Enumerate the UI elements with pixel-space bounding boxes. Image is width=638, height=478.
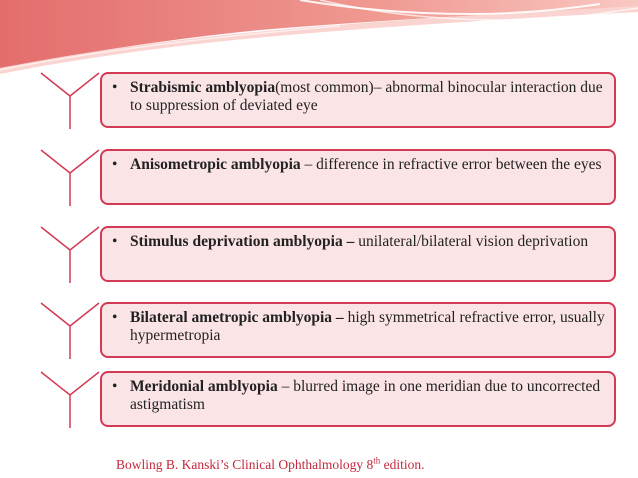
chevron-arrow-icon bbox=[40, 371, 100, 429]
chevron-arrow-icon bbox=[40, 226, 100, 284]
citation-text: Bowling B. Kanski’s Clinical Ophthalmology 8 bbox=[116, 457, 374, 472]
chevron-arrow-icon bbox=[40, 149, 100, 207]
text-box bbox=[100, 226, 616, 282]
bullet-icon: • bbox=[112, 233, 118, 250]
item-description: high symmetrical refractive error, usually hypermetropia bbox=[130, 309, 605, 344]
item-description: unilateral/bilateral vision deprivation bbox=[354, 233, 589, 250]
list-item-2 bbox=[40, 149, 616, 207]
chevron-arrow-icon bbox=[40, 72, 100, 130]
item-description: – difference in refractive error between the eyes bbox=[300, 156, 602, 173]
list-item-1 bbox=[40, 72, 616, 130]
text-box bbox=[100, 302, 616, 358]
list-item-5 bbox=[40, 371, 616, 429]
item-description: (most common)– abnormal binocular interaction due to suppression of deviated eye bbox=[130, 79, 603, 114]
citation-tail: edition. bbox=[380, 457, 425, 472]
bullet-icon: • bbox=[112, 79, 118, 96]
citation-superscript: th bbox=[373, 455, 381, 466]
header-banner bbox=[0, 0, 638, 80]
text-box bbox=[100, 149, 616, 205]
list-item-4 bbox=[40, 302, 616, 360]
bullet-icon: • bbox=[112, 378, 118, 395]
citation bbox=[116, 457, 425, 473]
item-title: Strabismic amblyopia bbox=[130, 79, 276, 96]
chevron-arrow-icon bbox=[40, 302, 100, 360]
bullet-icon: • bbox=[112, 309, 118, 326]
text-box bbox=[100, 371, 616, 427]
item-title: Anisometropic amblyopia bbox=[130, 156, 301, 173]
item-title: Bilateral ametropic amblyopia – bbox=[130, 309, 344, 326]
list-item-3 bbox=[40, 226, 616, 284]
bullet-icon: • bbox=[112, 156, 118, 173]
item-title: Stimulus deprivation amblyopia – bbox=[130, 233, 355, 250]
item-description: – blurred image in one meridian due to uncorrected astigmatism bbox=[130, 378, 601, 413]
item-title: Meridonial amblyopia bbox=[130, 378, 278, 395]
text-box bbox=[100, 72, 616, 128]
